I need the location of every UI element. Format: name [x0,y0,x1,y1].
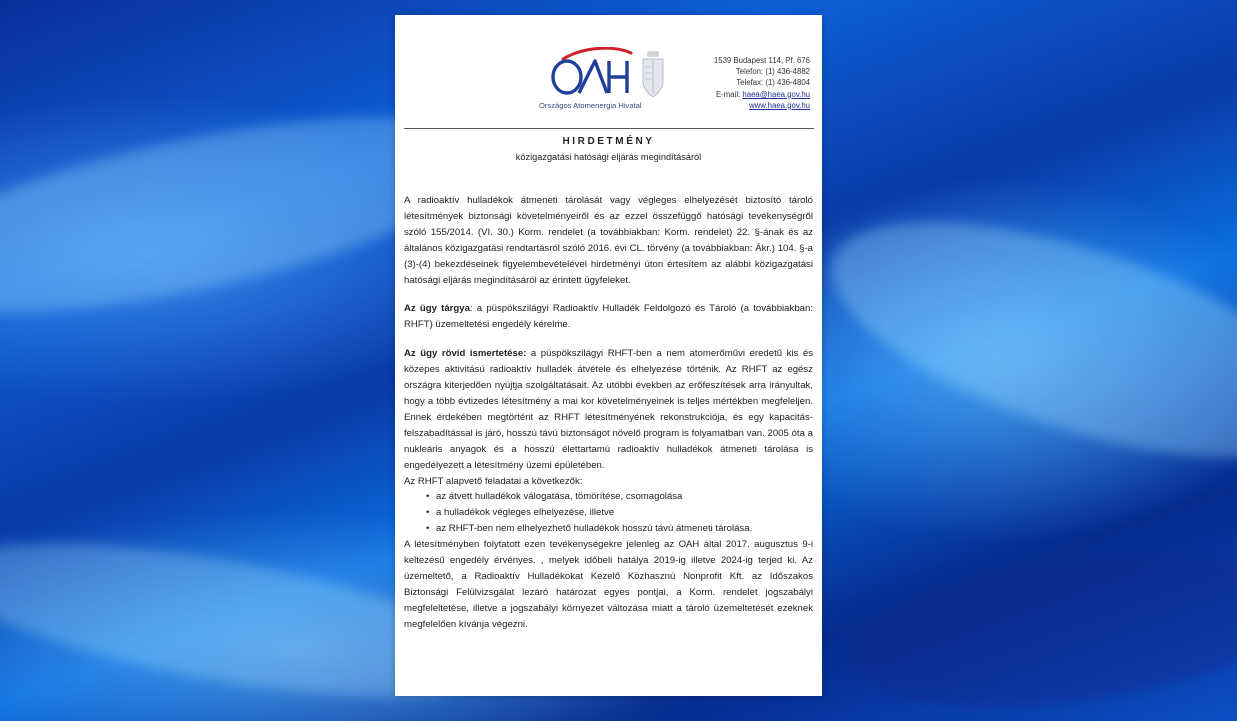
closing-paragraph: A létesítményben folytatott ezen tevékenységekre jelenleg az OAH által 2017. augusztus 9-i keltezésű engedély érvényes. , melyek időbeli hatálya 2019-ig illetve 2024-ig terjed ki. Az üzemeltető, a Radioaktív Hulladékokat Kezelő Közhasznú Nonprofit Kft. az Időszakos Biztonsági Felülvizsgálat lezáró határozat egyes pontjai, a Korm. rendelet jogszabályi megfeleltetése, illetve a jogszabályi környezet változása miatt a tároló üzemeltetését ezeknek megfelelően kívánja végezni. [404,539,813,630]
tasks-list [404,489,813,537]
address-text: 1539 Budapest 114, Pf. 676 [713,56,810,65]
intro-paragraph: A radioaktív hulladékok átmeneti tárolását vagy végleges elhelyezését biztosító tároló létesítmények biztonsági követelményeiről és az ezzel összefüggő hatósági tevékenységről szóló 155/2014. (VI. 30.) Korm. rendelet (a továbbiakban: Korm. rendelet) 22. §-ának és az általános közigazgatási rendtartásról szóló 2016. évi CL. törvény (a továbbiakban: Ákr.) 104. §-a (3)-(4) bekezdéseinek figyelembevételével hirdetményi úton értesítem az alábbi közigazgatási hatósági eljárás megindításáról az érintett ügyfeleket. [404,195,813,286]
summary-paragraph [404,346,813,473]
subject-text: : a püspökszilágyi Radioaktív Hulladék Feldolgozó és Tároló (a továbbiakban: RHFT) üzemeltetési engedély kérelme. [404,303,813,331]
subject-label: Az ügy tárgya [404,303,470,315]
email-link[interactable]: haea@haea.gov.hu [742,89,810,99]
website-link[interactable]: www.haea.gov.hu [749,100,810,110]
list-item: • az átvett hulladékok válogatása, tömörítése, csomagolása [426,489,813,505]
header-divider [404,128,814,129]
oah-logo-icon [533,47,683,107]
background-wave [805,174,1237,506]
list-item: • a hulladékok végleges elhelyezése, illetve [426,505,813,521]
email-label: E-mail: [715,89,743,99]
tasks-intro: Az RHFT alapvető feladatai a következők: [404,475,583,487]
document-title: HIRDETMÉNY [562,136,655,147]
subject-paragraph [404,301,813,333]
document-subtitle: közigazgatási hatósági eljárás megindításáról [515,152,702,162]
list-item: • az RHFT-ben nem elhelyezhető hulladékok hosszú távú átmeneti tárolása. [426,521,813,537]
background-wave [842,529,1237,721]
summary-label: Az ügy rövid ismertetése: [404,348,527,360]
fax-text: Telefax: (1) 436-4804 [736,78,810,88]
phone-text: Telefon: (1) 436-4882 [735,67,810,77]
contact-block [714,55,810,111]
document-page [395,15,822,696]
email-line [714,89,810,100]
document-body [404,193,813,633]
summary-text: a püspökszilágyi RHFT-ben a nem atomerőművi eredetű kis és közepes aktivitású radioaktív hulladék átvétele és elhelyezése történik. Az RHFT az egész országra kiterjedően nyújtja szolgáltatásait. Az utóbbi években az erőfeszítések arra irányultak, hogy a több évtizedes létesítmény a mai kor követelményeinek is teljes mértékben megfeleljen. Ennek érdekében megtörtént az RHFT létesítményének rekonstrukciója, és egy kapacitás-felszabadítással is járó, hosszú távú biztonságot növelő program is folyamatban van. 2005 óta a nukleáris anyagok és a hosszú élettartamú radioaktív hulladékok átmeneti tárolása is engedélyezett a létesítmény üzemi épületében. [404,348,814,471]
agency-name: Országos Atomenergia Hivatal [539,101,642,110]
